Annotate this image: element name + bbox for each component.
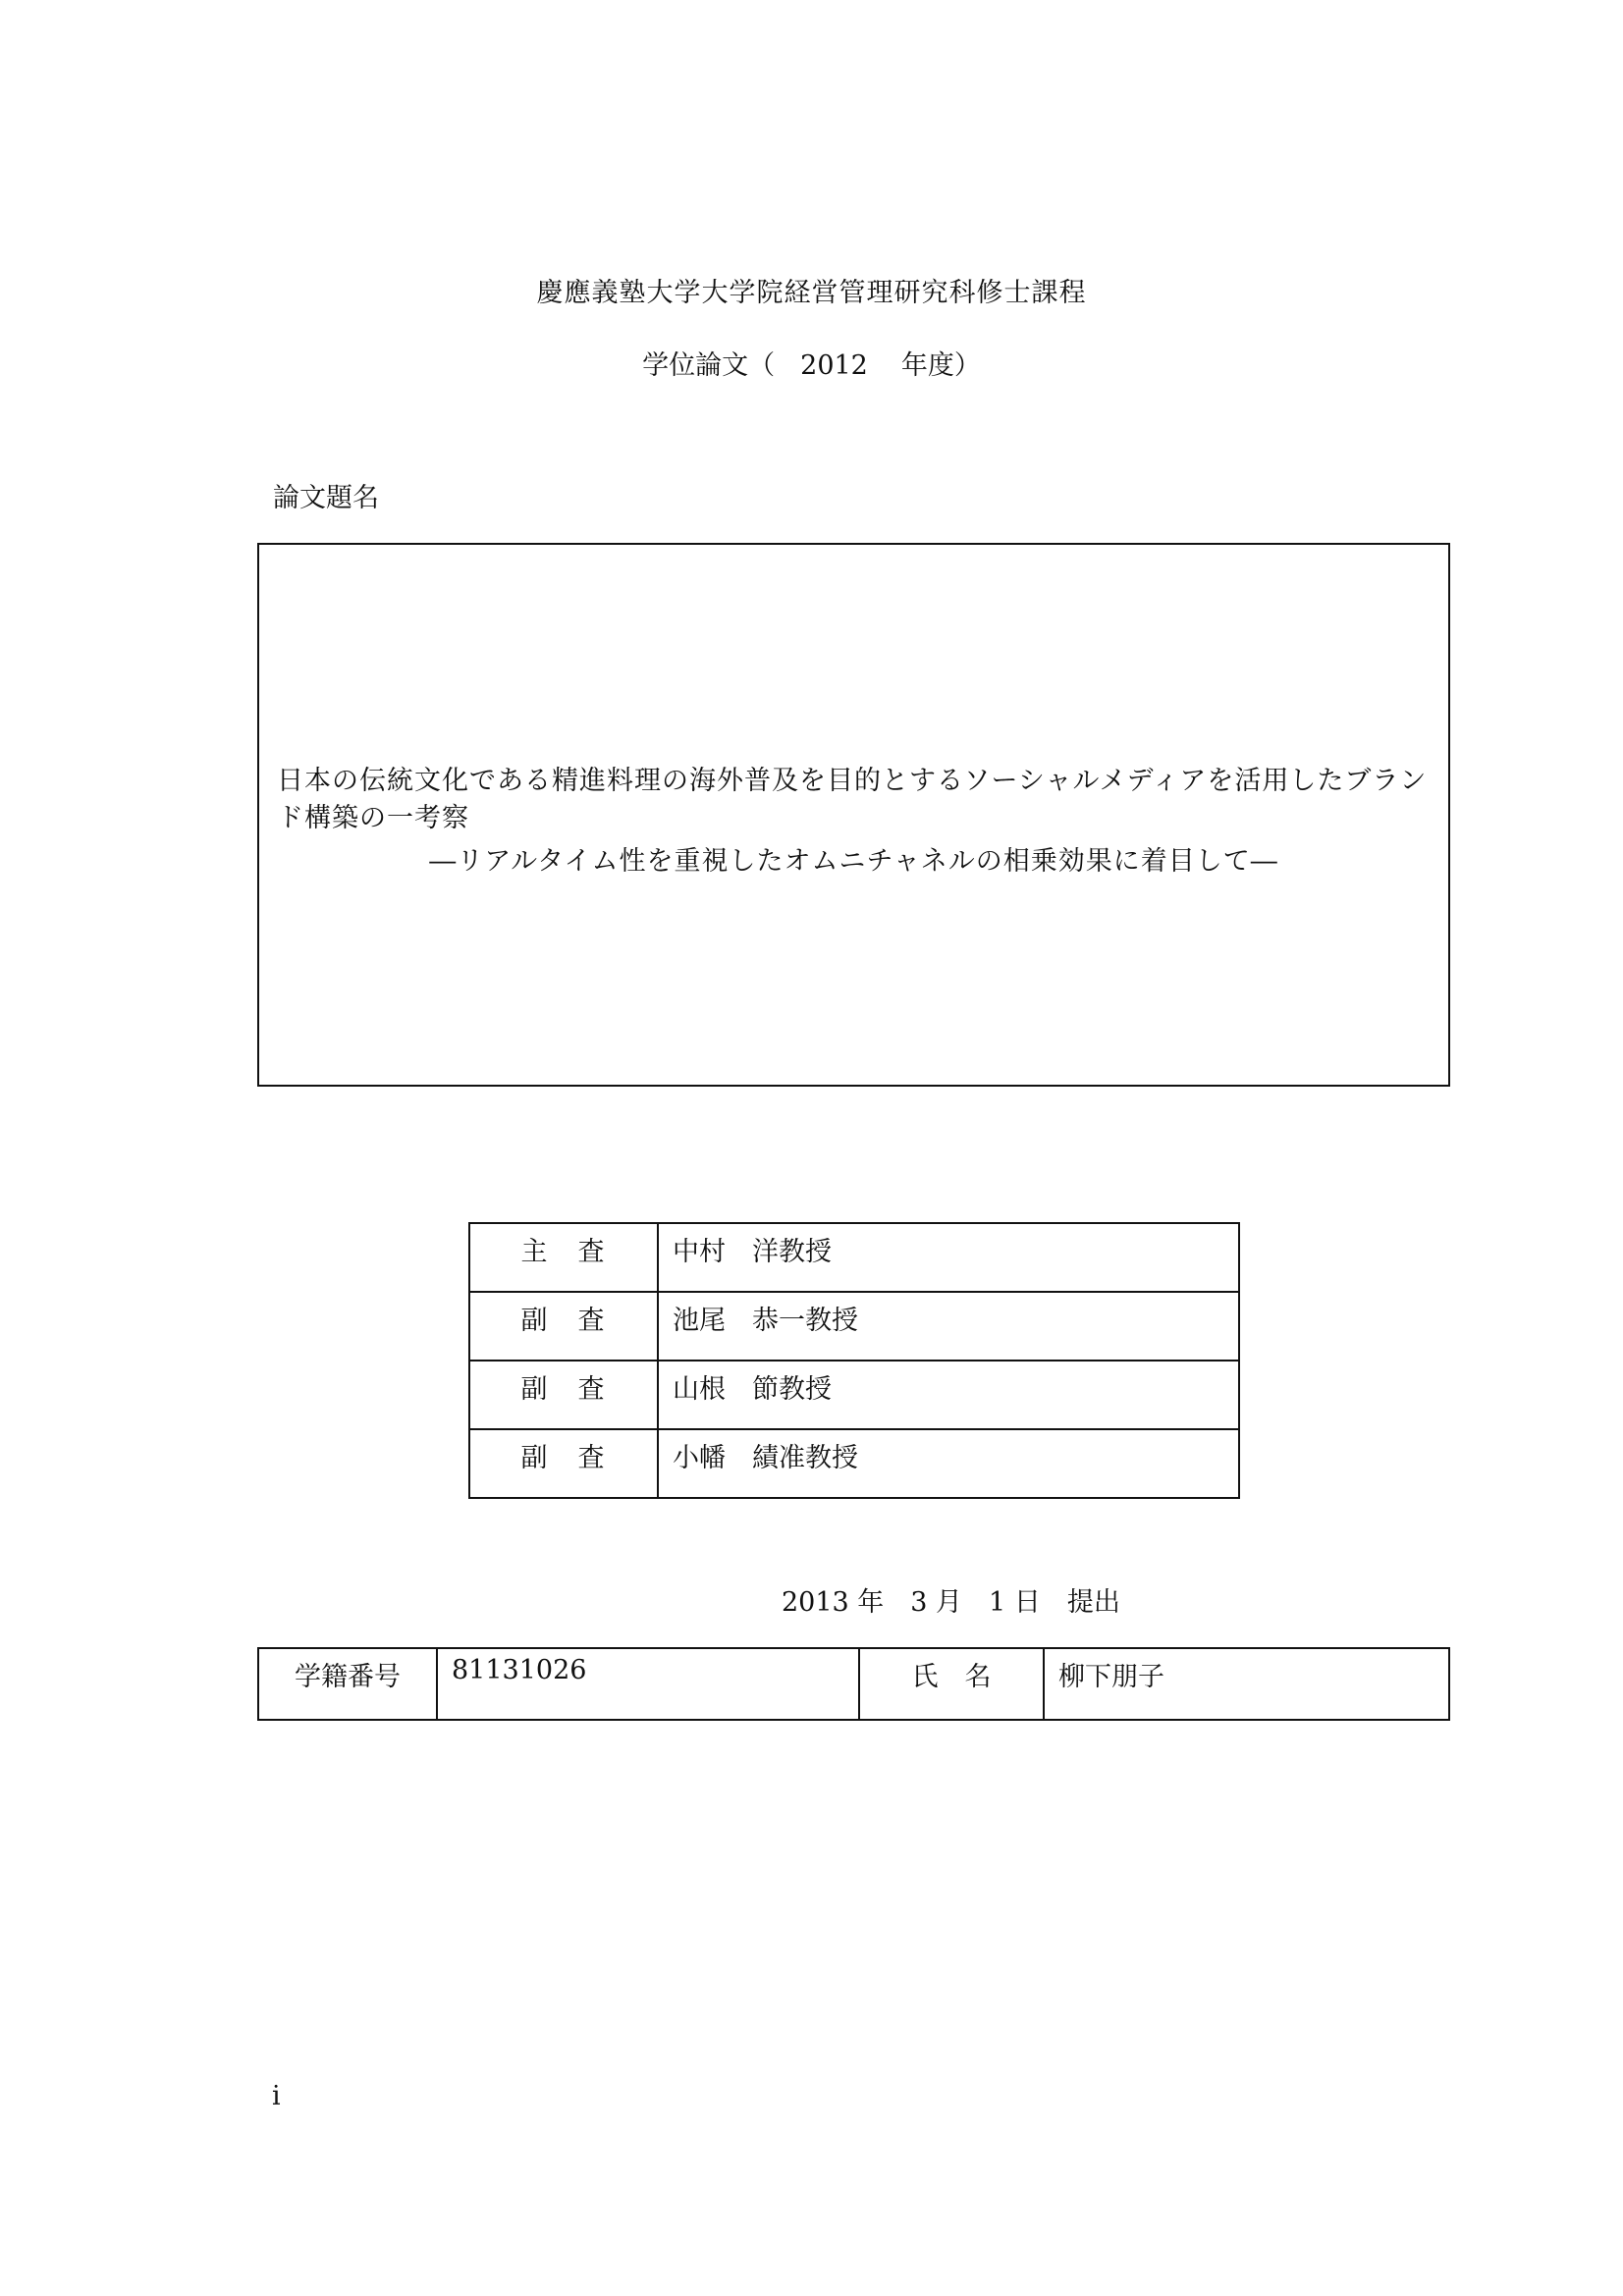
thesis-main-title: 日本の伝統文化である精進料理の海外普及を目的とするソーシャルメディアを活用したブランド構築の一考察 — [277, 766, 1428, 833]
examiner-name: 池尾 恭一教授 — [658, 1292, 1239, 1361]
examiner-role: 副 査 — [469, 1292, 658, 1361]
examiner-name: 中村 洋教授 — [658, 1223, 1239, 1292]
table-row — [469, 1223, 1239, 1292]
student-id-value: 81131026 — [437, 1648, 859, 1720]
page-number: i — [272, 2081, 281, 2111]
thesis-subtitle: ―リアルタイム性を重視したオムニチャネルの相乗効果に着目して― — [429, 846, 1278, 877]
student-name-label: 氏 名 — [859, 1648, 1044, 1720]
thesis-title-box — [257, 543, 1450, 1087]
thesis-title-label: 論文題名 — [273, 483, 379, 513]
degree-prefix: 学位論文（ — [642, 350, 776, 381]
degree-year: 2012 — [800, 350, 868, 381]
university-program: 慶應義塾大学大学院経営管理研究科修士課程 — [536, 278, 1087, 308]
degree-thesis-line — [0, 344, 1623, 382]
examiner-role: 主 査 — [469, 1223, 658, 1292]
examiner-name: 小幡 績准教授 — [658, 1429, 1239, 1498]
table-row — [469, 1292, 1239, 1361]
examiners-table — [468, 1222, 1240, 1499]
table-row — [469, 1429, 1239, 1498]
degree-suffix: 年度） — [900, 350, 981, 381]
student-id-label: 学籍番号 — [258, 1648, 437, 1720]
table-row — [469, 1361, 1239, 1429]
examiner-role: 副 査 — [469, 1429, 658, 1498]
student-name-value: 柳下朋子 — [1044, 1648, 1449, 1720]
examiner-role: 副 査 — [469, 1361, 658, 1429]
submission-date: 2013 年 3 月 1 日 提出 — [782, 1587, 1120, 1618]
table-row — [258, 1648, 1449, 1720]
student-info-table — [257, 1647, 1450, 1721]
examiner-name: 山根 節教授 — [658, 1361, 1239, 1429]
